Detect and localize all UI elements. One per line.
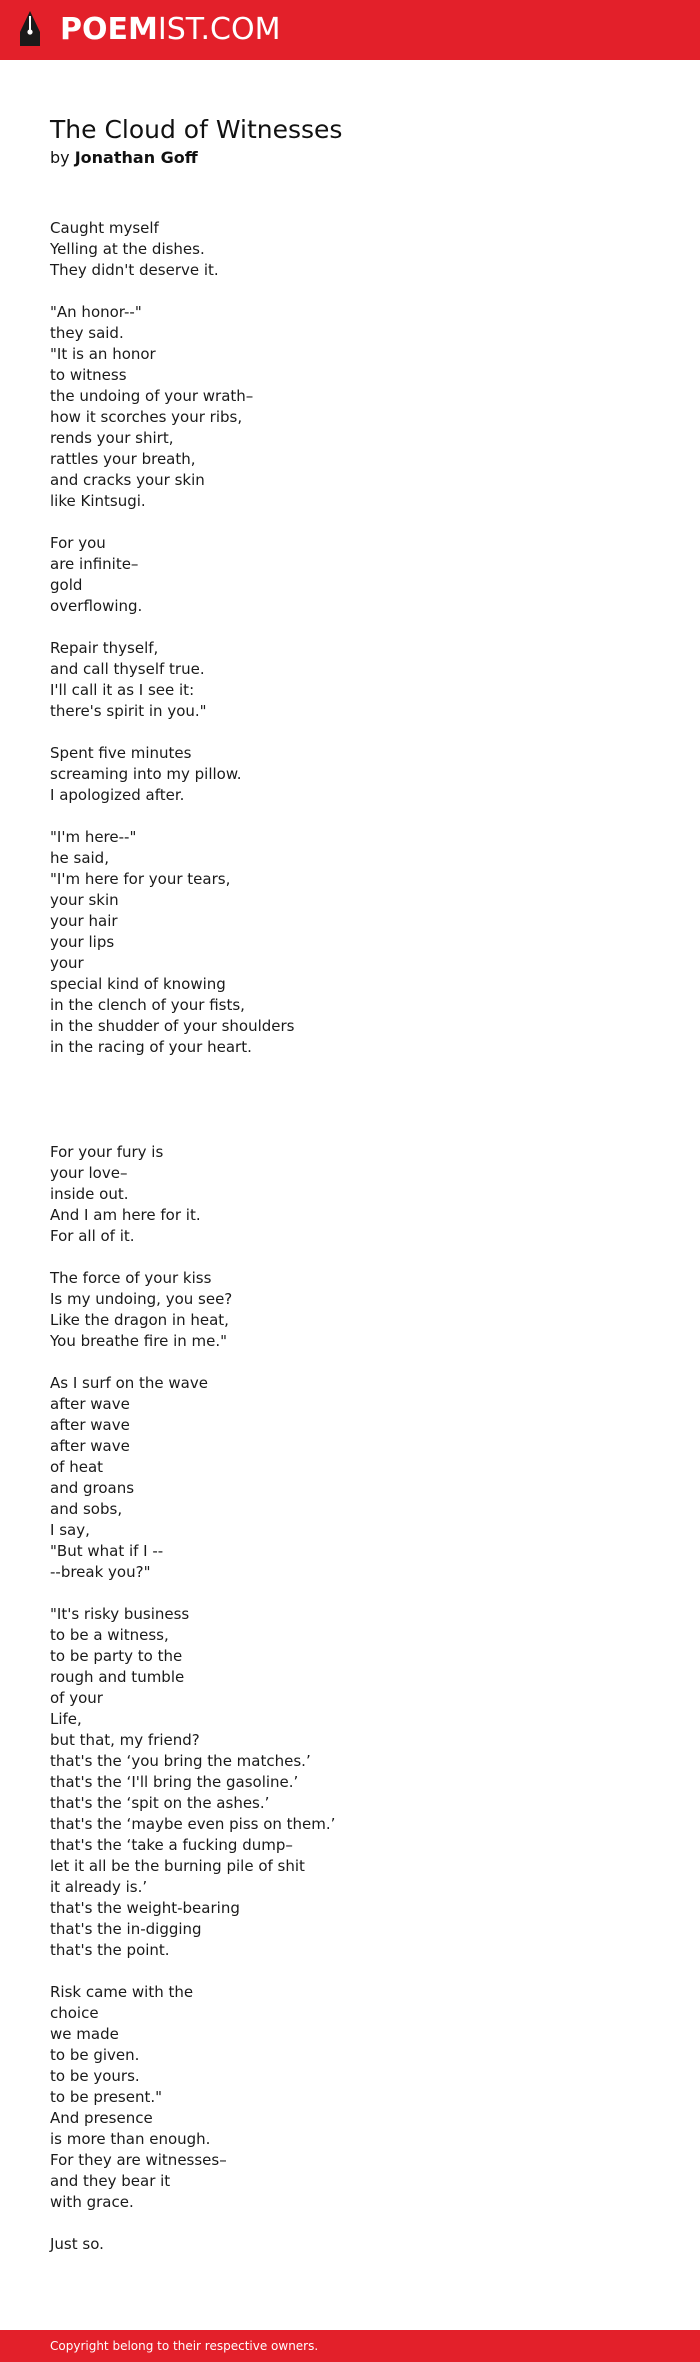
stanza [50, 1142, 650, 1247]
poem-line: and groans [50, 1479, 135, 1497]
poem-line: in the shudder of your shoulders [50, 1017, 295, 1035]
poem-line: Spent five minutes [50, 744, 192, 762]
poem-line: is more than enough. [50, 2130, 211, 2148]
poem-line: Risk came with the [50, 1983, 194, 2001]
poem-line: overflowing. [50, 597, 143, 615]
stanza [50, 1373, 650, 1583]
poem-line: "An honor--" [50, 303, 142, 321]
poem-line: gold [50, 576, 83, 594]
logo-brand-light: IST.COM [157, 12, 281, 47]
poem-line: For you [50, 534, 106, 552]
poem-line: that's the ‘take a fucking dump– [50, 1836, 293, 1854]
poem-line: how it scorches your ribs, [50, 408, 243, 426]
poem-line: to be present." [50, 2088, 163, 2106]
poem-line: that's the weight-bearing [50, 1899, 240, 1917]
poem-line: that's the in-digging [50, 1920, 202, 1938]
poem-line: rends your shirt, [50, 429, 174, 447]
poem-line: like Kintsugi. [50, 492, 146, 510]
poem-line: that's the ‘I'll bring the gasoline.’ [50, 1773, 299, 1791]
poem-line: that's the ‘spit on the ashes.’ [50, 1794, 270, 1812]
stanza [50, 1604, 650, 1961]
poem-line: and call thyself true. [50, 660, 205, 678]
poem-line: with grace. [50, 2193, 134, 2211]
poem-line: I apologized after. [50, 786, 185, 804]
poem-line: I say, [50, 1521, 90, 1539]
poem-line: special kind of knowing [50, 975, 226, 993]
poem-line: they said. [50, 324, 124, 342]
poem-line: after wave [50, 1416, 130, 1434]
poem-line: I'll call it as I see it: [50, 681, 195, 699]
poem-line: "But what if I -- [50, 1542, 164, 1560]
poem-line: your lips [50, 933, 115, 951]
poem-line: that's the ‘maybe even piss on them.’ [50, 1815, 336, 1833]
poem-line: to be given. [50, 2046, 140, 2064]
site-logo-link[interactable] [60, 12, 280, 48]
poem-line: the undoing of your wrath– [50, 387, 254, 405]
poem-line: but that, my friend? [50, 1731, 200, 1749]
poem-line: screaming into my pillow. [50, 765, 242, 783]
stanza [50, 1982, 650, 2213]
logo-brand-bold: POEM [60, 12, 158, 47]
stanza [50, 302, 650, 512]
stanza [50, 533, 650, 617]
poem-line: Like the dragon in heat, [50, 1311, 229, 1329]
author-name[interactable]: Jonathan Goff [74, 148, 198, 167]
poem-line: And I am here for it. [50, 1206, 201, 1224]
poem-line: your hair [50, 912, 118, 930]
poem-line: The force of your kiss [50, 1269, 212, 1287]
stanza [50, 1268, 650, 1352]
poem-line: after wave [50, 1437, 130, 1455]
poem-line: "I'm here--" [50, 828, 137, 846]
poem-line: of your [50, 1689, 103, 1707]
poem-line: to be a witness, [50, 1626, 169, 1644]
poem-line: As I surf on the wave [50, 1374, 208, 1392]
poem-body [50, 218, 650, 2276]
poem-line: there's spirit in you." [50, 702, 207, 720]
poem-line: For they are witnesses– [50, 2151, 227, 2169]
poem-line: rough and tumble [50, 1668, 185, 1686]
poem-line: Yelling at the dishes. [50, 240, 205, 258]
poem-line: Caught myself [50, 219, 159, 237]
by-label: by [50, 148, 70, 167]
poem-line: of heat [50, 1458, 104, 1476]
poem-line: in the racing of your heart. [50, 1038, 252, 1056]
poem-line: Life, [50, 1710, 82, 1728]
poem-line: And presence [50, 2109, 153, 2127]
poem-line: it already is.’ [50, 1878, 148, 1896]
stanza [50, 2234, 650, 2255]
poem-line: --break you?" [50, 1563, 151, 1581]
poem-line: For all of it. [50, 1227, 135, 1245]
poem-line: to be yours. [50, 2067, 140, 2085]
copyright-text: Copyright belong to their respective owners. [50, 2339, 319, 2353]
poem-line: inside out. [50, 1185, 129, 1203]
poem-line: They didn't deserve it. [50, 261, 219, 279]
poem-line: that's the ‘you bring the matches.’ [50, 1752, 311, 1770]
poem-line: Just so. [50, 2235, 104, 2253]
stanza [50, 218, 650, 281]
poem-line: are infinite– [50, 555, 139, 573]
poem-line: "I'm here for your tears, [50, 870, 231, 888]
poem-line: that's the point. [50, 1941, 170, 1959]
poem-line: Repair thyself, [50, 639, 159, 657]
poem-line: rattles your breath, [50, 450, 196, 468]
stanza [50, 743, 650, 806]
poem-line: your skin [50, 891, 119, 909]
poem-line: "It's risky business [50, 1605, 190, 1623]
site-header [0, 0, 700, 60]
poem-line: in the clench of your fists, [50, 996, 245, 1014]
poem-line: and they bear it [50, 2172, 171, 2190]
poem-line: let it all be the burning pile of shit [50, 1857, 305, 1875]
poem-line: to be party to the [50, 1647, 183, 1665]
poem-line: You breathe fire in me." [50, 1332, 228, 1350]
byline [50, 147, 198, 169]
poem-line: he said, [50, 849, 109, 867]
poem-title: The Cloud of Witnesses [50, 115, 343, 144]
poem-line: "It is an honor [50, 345, 156, 363]
poem-line: choice [50, 2004, 99, 2022]
poem-line: after wave [50, 1395, 130, 1413]
poem-line: we made [50, 2025, 119, 2043]
stanza [50, 827, 650, 1058]
stanza [50, 638, 650, 722]
poem-line: and cracks your skin [50, 471, 205, 489]
poem-line: Is my undoing, you see? [50, 1290, 233, 1308]
poem-line: your [50, 954, 84, 972]
poem-line: to witness [50, 366, 127, 384]
poem-line: For your fury is [50, 1143, 164, 1161]
site-footer [0, 2330, 700, 2362]
pen-nib-icon[interactable] [18, 10, 42, 50]
poem-line: and sobs, [50, 1500, 123, 1518]
poem-line: your love– [50, 1164, 128, 1182]
